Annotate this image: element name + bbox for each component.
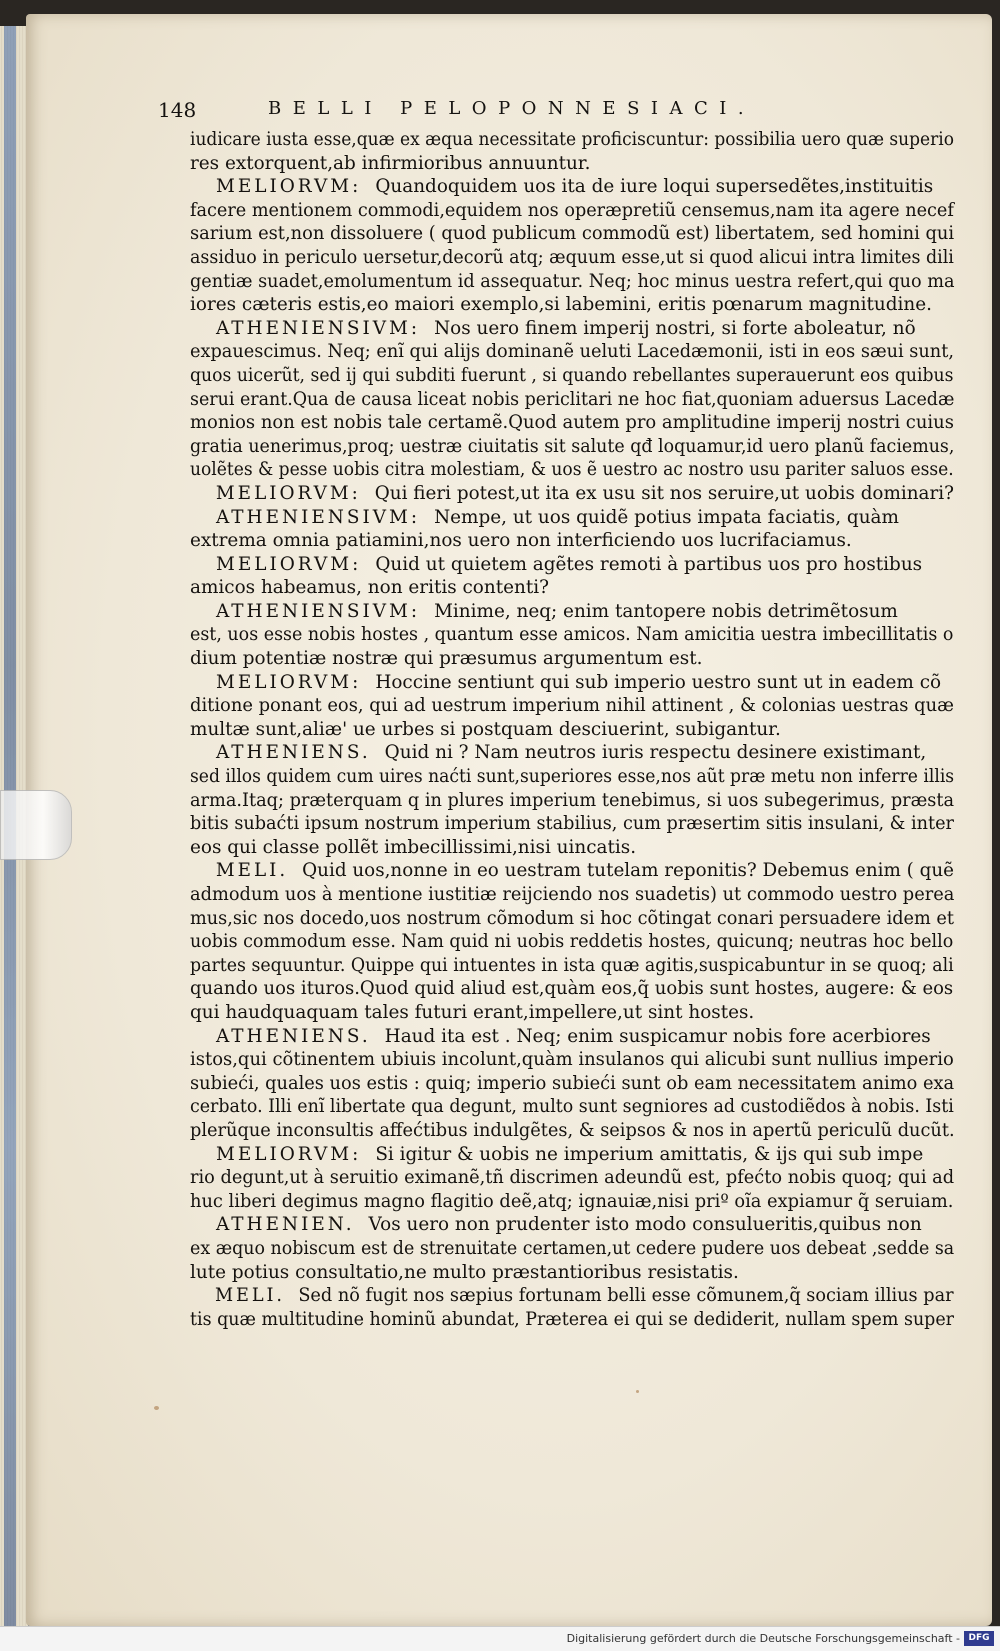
speech-paragraph [190,175,954,317]
text-line [190,1237,955,1261]
text-line [190,836,954,860]
text-line [190,623,954,647]
text-line [190,741,954,765]
text-line [190,600,954,624]
text-line [190,1213,954,1237]
speech-paragraph [190,1143,954,1214]
text-line [190,907,954,931]
line-text: gratia uenerimus,proq; uestræ ciuitatis sit salute qđ loquamur,id uero planũ faciemus, [190,435,955,457]
line-text: amicos habeamus, non eritis contenti? [190,577,549,599]
line-text: extrema omnia patiamini,nos uero non interficiendo uos lucrifaciamus. [190,530,852,552]
line-text: quando uos ituros.Quod quid aliud est,quàm eos,q̃ uobis sunt hostes, augere: & eos [190,978,954,1000]
line-text: partes sequuntur. Quippe qui intuentes in ista quæ agitis,suspicabuntur in se quoq; ali [190,954,954,976]
text-line [190,859,955,883]
paper-stain [154,1406,159,1410]
text-line [190,883,955,907]
line-text: gentiæ suadet,emolumentum id assequatur. Neq; hoc minus uestra refert,qui quo ma [190,270,955,292]
speech-paragraph [190,600,954,671]
line-text: ex æquo nobiscum est de strenuitate certamen,ut cedere pudere uos debeat ,sedde sa [190,1237,955,1259]
text-line [190,1308,955,1332]
speaker-label: ATHENIEN. [216,1214,355,1236]
line-text: multæ sunt,aliæ' ue urbes si postquam desciuerint, subigantur. [190,718,781,740]
text-line [190,529,954,553]
text-line [190,128,954,152]
speech-paragraph [190,482,954,506]
line-text: est, uos esse nobis hostes , quantum esse amicos. Nam amicitia uestra imbecillitatis o [190,624,954,646]
text-line [190,647,954,671]
line-text: lute potius consultatio,ne multo præstantioribus resistatis. [190,1261,739,1283]
text-line [190,812,954,836]
line-text: Si igitur & uobis ne imperium amittatis, & ijs qui sub impe [375,1143,924,1165]
line-text: admodum uos à mentione iustitiæ reijciendo nos suadetis) ut commodo uestro perea [190,884,955,905]
text-line [190,718,954,742]
text-line [190,1025,954,1049]
line-text: Vos uero non prudenter isto modo consulueritis,quibus non [368,1214,922,1236]
text-line [190,1166,955,1190]
text-line [190,388,955,412]
running-title: BELLI PELOPONNESIACI. [268,98,756,119]
line-text: Nempe, ut uos quidẽ potius impata faciatis, quàm [434,506,899,528]
text-line [190,1119,955,1143]
line-text: sed illos quidem cum uires naćti sunt,superiores esse,nos aũt præ metu non inferre illis [190,766,955,788]
line-text: sarium est,non dissoluere ( quod publicum commodũ est) libertatem, sed homini qui [190,223,955,245]
text-line [190,246,954,270]
paper-stain [636,1390,639,1393]
page-number: 148 [158,98,197,122]
speaker-label: ATHENIENSIVM: [216,506,421,528]
line-text: Hoccine sentiunt qui sub imperio uestro sunt ut in eadem cõ [375,671,942,693]
text-line [190,576,954,600]
text-line [190,930,954,954]
digitization-footer [0,1626,1000,1651]
line-text: qui haudquaquam tales futuri erant,impellere,ut sint hostes. [190,1001,755,1023]
speaker-label: ATHENIENS. [216,1025,371,1047]
text-line [190,1143,954,1167]
line-text: serui erant.Qua de causa liceat nobis periclitari ne hoc fiat,quoniam aduersus Lacedæ [190,388,955,410]
text-line [190,506,954,530]
body-text [190,128,954,1331]
text-line [190,364,954,388]
line-text: tis quæ multitudine hominũ abundat, Præterea ei qui se dediderit, nullam spem super [190,1308,955,1330]
text-line [190,317,954,341]
line-text: huc liberi degimus magno flagitio deẽ,atq; ignauiæ,nisi priº oĩa expiamur q̃ seruiam. [190,1190,954,1212]
line-text: plerũque inconsultis affećtibus indulgẽtes, & seipsos & nos in apertũ periculũ ducũt. [190,1119,955,1141]
speaker-label: ATHENIENS. [216,742,371,764]
text-line [190,482,952,506]
line-text: bitis subaćti ipsum nostrum imperium stabilius, cum præsertim sitis insulani, & inter [190,813,954,835]
speech-paragraph [190,506,954,553]
line-text: uobis commodum esse. Nam quid ni uobis reddetis hostes, quicunq; neutras hoc bello [190,931,954,953]
text-line [190,1095,954,1119]
text-line [190,222,955,246]
text-line [190,954,954,978]
line-text: ditione ponant eos, qui ad uestrum imperium nihil attinent , & colonias uestras quæ [190,695,954,717]
text-line [190,199,954,223]
line-text: mus,sic nos docedo,uos nostrum cõmodum si hoc cõtingat conari persuadere idem et [190,907,954,929]
speech-paragraph [190,128,954,175]
paper-clip [0,790,72,860]
text-line [190,340,954,364]
line-text: arma.Itaq; præterquam q in plures imperium tenebimus, si uos subegerimus, præsta [190,789,955,811]
line-text: Quandoquidem uos ita de iure loqui supersedẽtes,instituitis [375,176,934,198]
speech-paragraph [190,1025,954,1143]
text-line [190,1048,954,1072]
speech-paragraph [190,671,954,742]
speech-paragraph [190,1213,954,1284]
footer-credit: Digitalisierung gefördert durch die Deutsche Forschungsgemeinschaft - [566,1632,960,1645]
speaker-label: MELIORVM: [216,1143,362,1165]
speaker-label: MELIORVM: [216,671,362,693]
line-text: rio degunt,ut à seruitio eximanẽ,tñ discrimen adeundũ est, pfećto nobis quoq; qui ad [190,1167,955,1189]
line-text: quos uicerũt, sed ij qui subditi fuerunt , si quando rebellantes superauerunt eos quibus [190,364,954,386]
line-text: Qui fieri potest,ut ita ex usu sit nos seruire,ut uobis dominari? [374,482,954,504]
speaker-label: MELI. [215,860,289,882]
speech-paragraph [190,1284,954,1331]
text-line [190,293,954,317]
line-text: eos qui classe pollẽt imbecillissimi,nisi uincatis. [190,836,637,858]
line-text: dium potentiæ nostræ qui præsumus argumentum est. [190,648,703,670]
text-line [190,175,954,199]
page-header [158,98,898,128]
text-line [190,694,954,718]
line-text: monios non est nobis tale certamẽ.Quod autem pro amplitudine imperij nostri cuius [190,412,954,434]
line-text: Haud ita est . Neq; enim suspicamur nobis fore acerbiores [384,1025,931,1047]
text-line [190,1261,954,1285]
speaker-label: ATHENIENSIVM: [216,317,421,339]
speaker-label: ATHENIENSIVM: [216,600,421,622]
speech-paragraph [190,317,954,482]
line-text: Minime, neq; enim tantopere nobis detrimẽtosum [434,600,898,622]
line-text: iores cæteris estis,eo maiori exemplo,si labemini, eritis pœnarum magnitudine. [190,294,933,316]
text-line [190,1001,954,1025]
line-text: Quid ut quietem agẽtes remoti à partibus uos pro hostibus [375,553,923,575]
text-line [190,1072,955,1096]
line-text: istos,qui cõtinentem ubiuis incolunt,quàm insulanos qui alicubi sunt nullius imperio [190,1049,954,1071]
text-line [190,411,954,435]
line-text: res extorquent,ab infirmioribus annuuntur. [190,152,591,174]
line-text: iudicare iusta esse,quæ ex æqua necessitate proficiscuntur: possibilia uero quæ superio [190,129,954,150]
text-line [190,789,955,813]
speech-paragraph [190,741,954,859]
speech-paragraph [190,859,954,1024]
line-text: Quid uos,nonne in eo uestram tutelam reponitis? Debemus enim ( quẽ [302,860,955,882]
text-line [190,1190,954,1214]
text-line [190,553,954,577]
text-line [190,458,954,482]
line-text: uolẽtes & pesse uobis citra molestiam, & uos ẽ uestro ac nostro usu pariter saluos esse. [190,459,954,481]
line-text: subieći, quales uos estis : quiq; imperio subieći sunt ob eam necessitatem animo exa [190,1072,955,1094]
line-text: Nos uero finem imperij nostri, si forte aboleatur, nõ [434,317,916,339]
line-text: assiduo in periculo uersetur,decorũ atq; æquum esse,ut si quod alicui intra limites dili [190,246,954,268]
line-text: Sed nõ fugit nos sæpius fortunam belli esse cõmunem,q̃ sociam illius par [298,1285,954,1307]
speaker-label: MELIORVM: [216,176,362,198]
speaker-label: MELI. [215,1285,285,1307]
speaker-label: MELIORVM: [216,553,362,575]
dfg-logo: DFG [964,1631,994,1646]
text-line [190,765,955,789]
speaker-label: MELIORVM: [215,482,361,504]
text-line [190,270,955,294]
text-line [190,1284,954,1308]
speech-paragraph [190,553,954,600]
text-line [190,977,954,1001]
text-line [190,152,954,176]
line-text: facere mentionem commodi,equidem nos operæpretiũ censemus,nam ita agere necef [190,199,954,221]
line-text: cerbato. Illi enĩ libertate qua degunt, multo sunt segniores ad custodiẽdos à nobis. Isti [190,1096,954,1118]
line-text: expauescimus. Neq; enĩ qui alijs dominanẽ ueluti Lacedæmonii, isti in eos sæui sunt, [190,341,954,363]
text-line [190,671,954,695]
text-line [190,435,955,459]
line-text: Quid ni ? Nam neutros iuris respectu desinere existimant, [384,742,927,764]
